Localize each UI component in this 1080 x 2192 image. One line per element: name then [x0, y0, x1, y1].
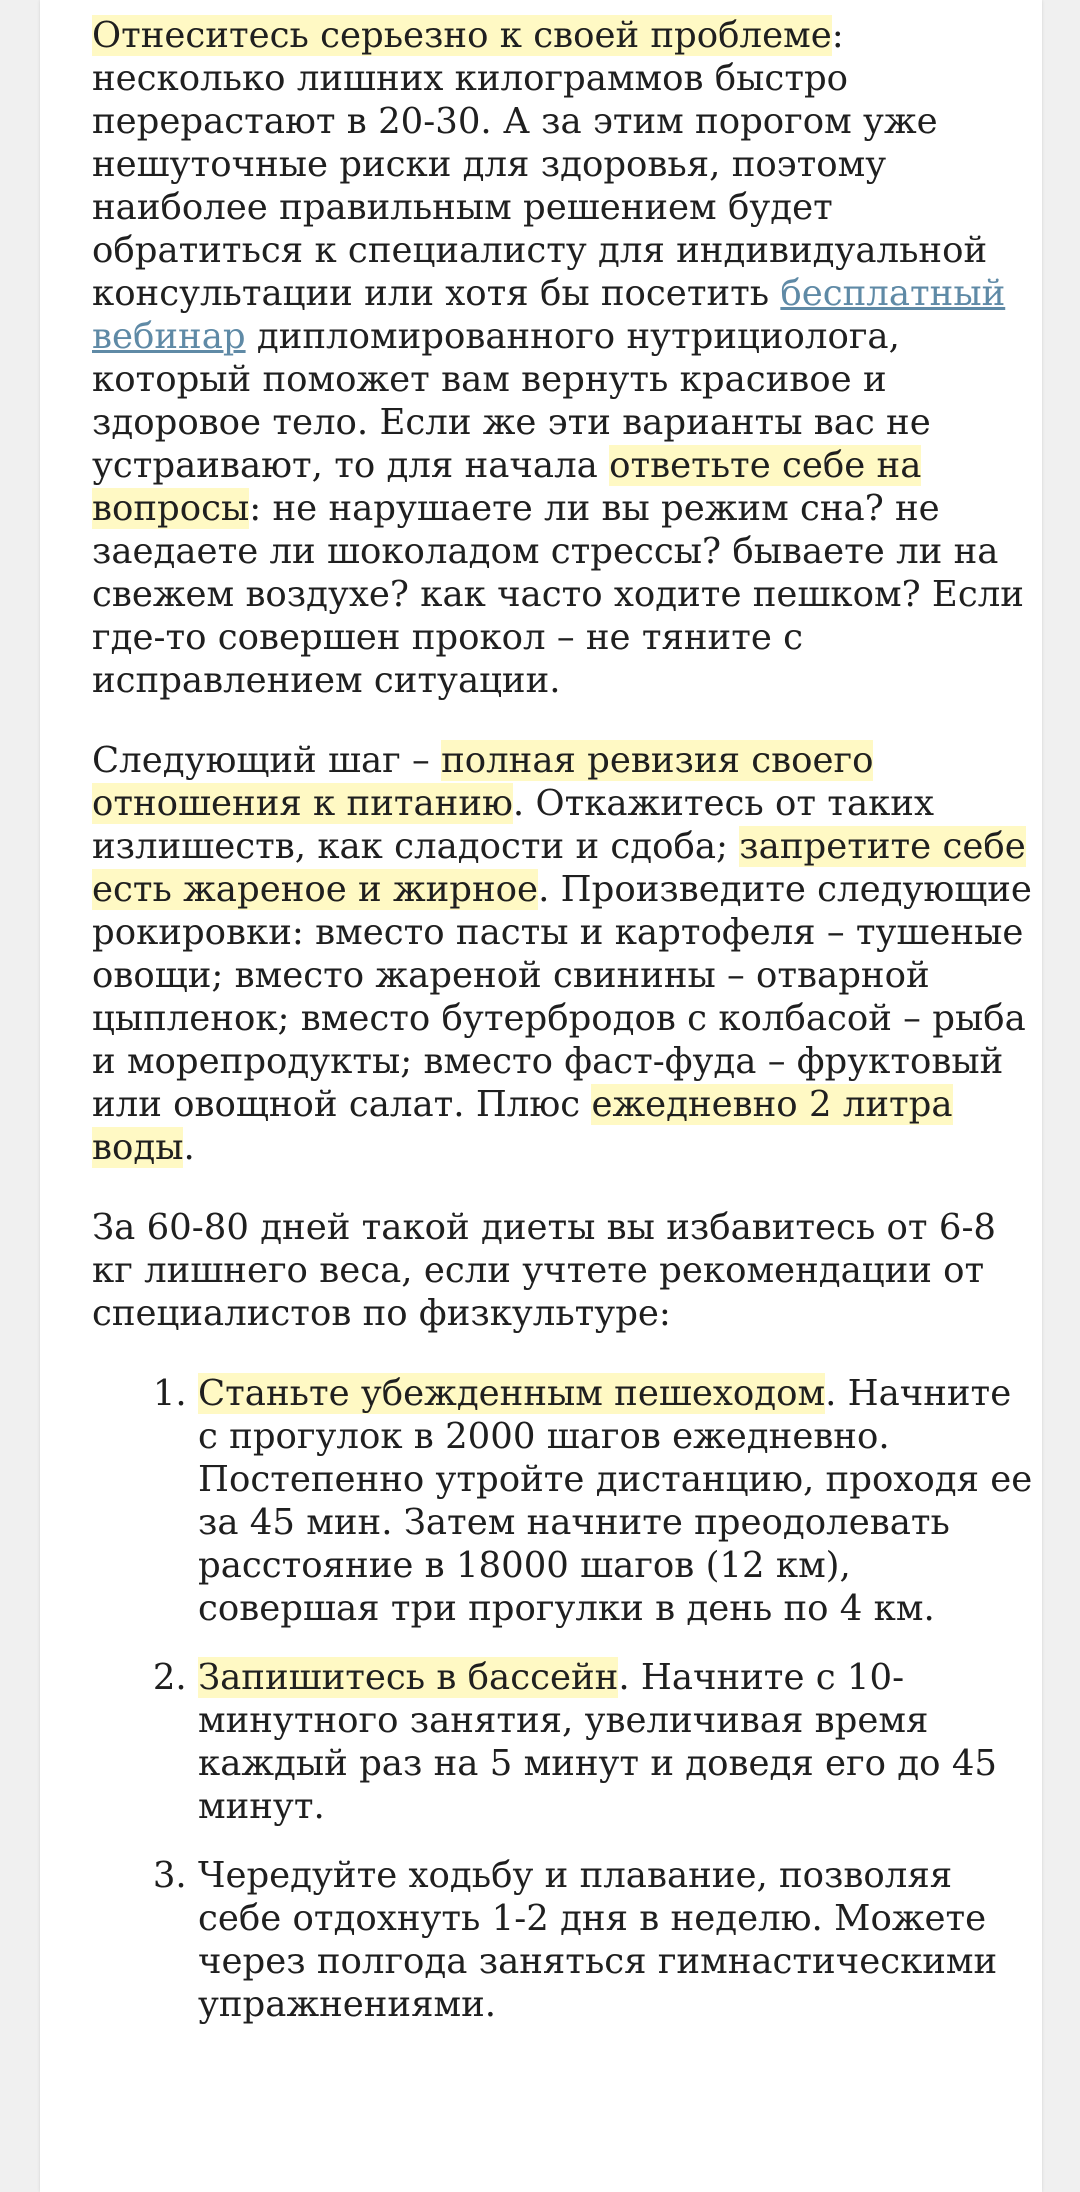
highlight-swimming-pool: Запишитесь в бассейн [198, 1657, 619, 1698]
paragraph-nutrition [92, 739, 1042, 1169]
paragraph-text: . Откажитесь от таких излишеств, как сладости и сдоба; [92, 783, 934, 867]
list-item-text: Чередуйте ходьбу и плавание, позволяя себе отдохнуть 1-2 дня в неделю. Можете через полгода заняться гимнастическими упражнениями. [198, 1855, 998, 2025]
paragraph-text: Следующий шаг – [92, 740, 442, 781]
list-item-text: . Начните с 10-минутного занятия, увеличивая время каждый раз на 5 минут и доведя его до 45 минут. [198, 1657, 997, 1827]
paragraph-text: : не нарушаете ли вы режим сна? не заедаете ли шоколадом стрессы? бываете ли на свежем воздухе? как часто ходите пешком? Если где-то совершен прокол – не тяните с исправлением ситуации. [92, 488, 1024, 701]
exercise-steps-list [92, 1372, 1042, 2026]
highlight-walking: Станьте убежденным пешеходом [198, 1373, 826, 1414]
paragraph-problem [92, 14, 1042, 702]
paragraph-text: . [183, 1127, 195, 1168]
paragraph-text: дипломированного нутрициолога, который поможет вам вернуть красивое и здоровое тело. Если же эти варианты вас не устраивают, то для начала [92, 316, 931, 486]
list-item-text: . Начните с прогулок в 2000 шагов ежедневно. Постепенно утройте дистанцию, проходя ее за 45 мин. Затем начните преодолевать расстояние в 18000 шагов (12 км), совершая три прогулки в день по 4 км. [198, 1373, 1033, 1629]
highlight-answer-questions: ответьте себе на вопросы [92, 445, 922, 529]
list-item [198, 1372, 1042, 1630]
free-webinar-link[interactable]: бесплатный вебинар [92, 273, 1006, 357]
list-item [198, 1656, 1042, 1828]
highlight-no-fried-food: запретите себе есть жареное и жирное [92, 826, 1026, 910]
paragraph-text: . Произведите следующие рокировки: вместо пасты и картофеля – тушеные овощи; вместо жареной свинины – отварной цыпленок; вместо бутербродов с колбасой – рыба и морепродукты; вместо фаст-фуда – фруктовый или овощной салат. Плюс [92, 869, 1032, 1125]
article-page [40, 0, 1042, 2192]
paragraph-diet-result: За 60-80 дней такой диеты вы избавитесь от 6-8 кг лишнего веса, если учтете рекомендации от специалистов по физкультуре: [92, 1207, 997, 1334]
article-body [92, 14, 1042, 2052]
highlight-take-seriously: Отнеситесь серьезно к своей проблеме [92, 15, 832, 56]
highlight-revise-nutrition: полная ревизия своего отношения к питанию [92, 740, 874, 824]
paragraph-text: : несколько лишних килограммов быстро перерастают в 20-30. А за этим порогом уже нешуточные риски для здоровья, поэтому наиболее правильным решением будет обратиться к специалисту для индивидуальной консультации или хотя бы посетить [92, 15, 988, 314]
highlight-water-daily: ежедневно 2 литра воды [92, 1084, 953, 1168]
list-item [198, 1854, 1042, 2026]
